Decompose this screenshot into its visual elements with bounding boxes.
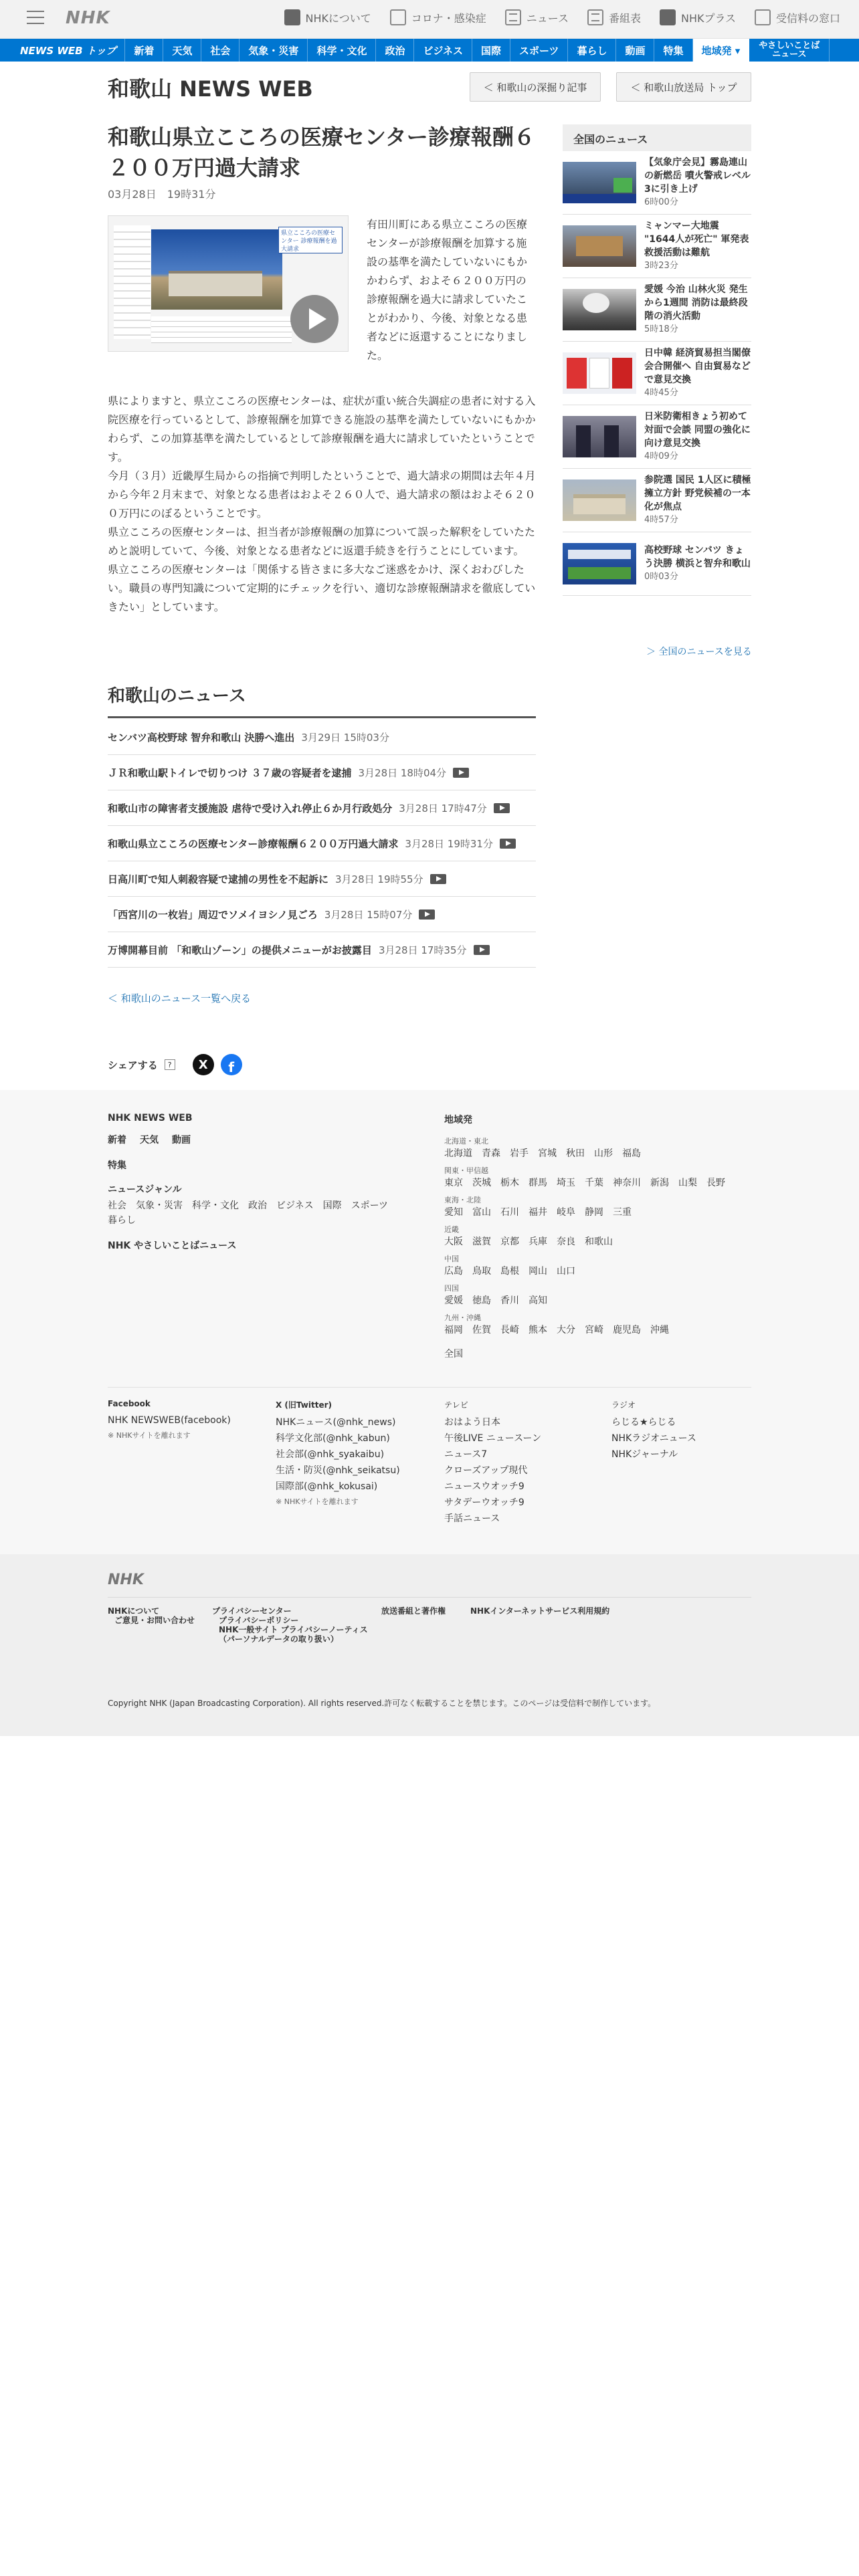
region-link[interactable]: 千葉	[585, 1178, 603, 1188]
plus-icon	[660, 9, 676, 25]
station-title[interactable]: 和歌山 NEWS WEB	[108, 76, 313, 102]
region-link[interactable]: 長野	[706, 1178, 725, 1188]
region-link[interactable]: 富山	[472, 1207, 491, 1218]
station-top-button[interactable]: ＜ 和歌山放送局 トップ	[616, 72, 751, 102]
copyright: Copyright NHK (Japan Broadcasting Corporation). All rights reserved.許可なく転載することを禁じます。このページは受信料で制作しています。	[108, 1699, 656, 1708]
footer-link[interactable]: NHKについて	[108, 1606, 160, 1616]
footer-link[interactable]: 科学文化部(@nhk_kabun)	[276, 1433, 390, 1444]
region-link[interactable]: 秋田	[566, 1148, 585, 1159]
article-lead: 有田川町にある県立こころの医療センターが診療報酬を加算する施設の基準を満たしていないにもかかわらず、およそ６２００万円の診療報酬を過大に請求していたことがわかり、今後、対象となる患者などに返還することになりました。	[367, 218, 528, 362]
region-link[interactable]: 東京	[444, 1178, 463, 1188]
back-to-local-news-link[interactable]: ＜ 和歌山のニュース一覧へ戻る	[108, 992, 252, 1004]
region-link[interactable]: 岡山	[529, 1266, 547, 1277]
region-group-label: 関東・甲信越	[444, 1166, 488, 1175]
article-body	[108, 392, 536, 617]
national-news-heading: 全国のニュース	[563, 124, 751, 151]
list-item[interactable]: 日中韓 経済貿易担当閣僚会合開催へ 自由貿易などで意見交換 4時45分	[563, 342, 751, 405]
footer-link[interactable]: 手話ニュース	[444, 1513, 500, 1524]
footer-line	[108, 1597, 751, 1598]
article-paragraph: 今月（３月）近畿厚生局からの指摘で判明したということで、過大請求の期間は去年４月から今年２月末まで、対象となる患者はおよそ２６０人で、過大請求の額はおよそ６２００万円にのぼるということです。	[108, 469, 536, 520]
video-icon	[474, 945, 490, 955]
footer-link[interactable]: NHK NEWSWEB(facebook)	[108, 1415, 231, 1426]
region-link[interactable]: 和歌山	[585, 1237, 613, 1247]
footer-tv	[444, 1399, 598, 1527]
footer-link[interactable]: NHK一般サイト プライバシーノーティス	[219, 1625, 368, 1634]
top-links	[284, 9, 840, 25]
footer-link[interactable]: 新着	[108, 1135, 126, 1146]
footer-link[interactable]: 国際部(@nhk_kokusai)	[276, 1481, 378, 1492]
nav-politics[interactable]: 政治	[376, 39, 414, 62]
newspaper-icon	[505, 9, 521, 25]
region-link[interactable]: 静岡	[585, 1207, 603, 1218]
footer-link[interactable]: NHKジャーナル	[611, 1449, 678, 1460]
article-paragraph: 県によりますと、県立こころの医療センターは、症状が重い統合失調症の患者に対する入院医療を行っているとして、診療報酬を加算できる施設の基準を満たしていないにもかかわらず、この加算基準を満たしているとして診療報酬を過大に請求していたということです。	[108, 395, 536, 463]
footer-link[interactable]: クローズアップ現代	[444, 1465, 528, 1476]
region-group-label: 東海・北陸	[444, 1196, 481, 1204]
footer-link[interactable]: プライバシーポリシー	[219, 1616, 299, 1625]
footer-facebook-heading: Facebook	[108, 1399, 151, 1408]
external-note: ※ NHKサイトを離れます	[108, 1431, 191, 1440]
region-group-label: 九州・沖縄	[444, 1313, 481, 1322]
footer-link[interactable]: ご意見・お問い合わせ	[114, 1616, 195, 1625]
region-link[interactable]: 島根	[500, 1266, 519, 1277]
news-thumbnail	[563, 289, 636, 330]
region-link[interactable]: 沖縄	[650, 1325, 669, 1335]
nav-international[interactable]: 国際	[472, 39, 510, 62]
thumb-photo	[151, 229, 282, 310]
nav-business[interactable]: ビジネス	[414, 39, 472, 62]
footer-bottom-col	[381, 1606, 446, 1616]
region-link[interactable]: 北海道	[444, 1148, 472, 1159]
nav-features[interactable]: 特集	[654, 39, 692, 62]
video-icon	[500, 839, 516, 849]
news-thumbnail	[563, 416, 636, 457]
thumb-building	[169, 271, 262, 296]
list-item[interactable]: 万博開幕目前 「和歌山ゾーン」の提供メニューがお披露目 3月28日 17時35分	[108, 932, 536, 968]
list-item[interactable]: 【気象庁会見】霧島連山の新燃岳 噴火警戒レベル3に引き上げ 6時00分	[563, 151, 751, 215]
region-link[interactable]: 石川	[500, 1207, 519, 1218]
region-link[interactable]: 愛媛	[444, 1295, 463, 1306]
footer-genre-heading: ニュースジャンル	[108, 1184, 182, 1195]
footer-link[interactable]: ニュース7	[444, 1449, 488, 1460]
footer-link[interactable]: おはよう日本	[444, 1417, 500, 1428]
list-item[interactable]: 日米防衛相きょう初めて対面で会談 同盟の強化に向け意見交換 4時09分	[563, 405, 751, 469]
thumb-caption: 県立こころの医療センター 診療報酬を過大請求	[278, 227, 343, 253]
article-video-thumbnail[interactable]	[108, 215, 349, 352]
play-icon[interactable]	[290, 295, 339, 343]
region-link[interactable]: 埼玉	[557, 1178, 575, 1188]
footer-easy-news[interactable]: NHK やさしいことばニュース	[108, 1241, 237, 1251]
region-link[interactable]: 兵庫	[529, 1237, 547, 1247]
region-link[interactable]: 福井	[529, 1207, 547, 1218]
footer-link[interactable]: 午後LIVE ニュースーン	[444, 1433, 542, 1444]
list-item[interactable]: 愛媛 今治 山林火災 発生から1週間 消防は最終段階の消火活動 5時18分	[563, 278, 751, 342]
thumb-text-lines	[151, 316, 292, 343]
virus-icon	[390, 9, 406, 25]
region-link[interactable]: 宮崎	[585, 1325, 603, 1335]
nav-easy-news[interactable]: やさしいことば ニュース	[749, 39, 830, 62]
region-link[interactable]: 三重	[613, 1207, 632, 1218]
local-news-heading: 和歌山のニュース	[108, 682, 536, 718]
footer-tv-heading: テレビ	[444, 1400, 468, 1410]
footer-brand[interactable]: NHK NEWS WEB	[108, 1113, 193, 1123]
national-news-more-link[interactable]: ＞ 全国のニュースを見る	[646, 647, 752, 657]
national-news-list	[563, 151, 751, 596]
region-link[interactable]: 宮城	[538, 1148, 557, 1159]
region-link[interactable]: 愛知	[444, 1207, 463, 1218]
list-item[interactable]: 和歌山市の障害者支援施設 虐待で受け入れ停止６か月行政処分 3月28日 17時47分	[108, 790, 536, 826]
news-thumbnail	[563, 225, 636, 267]
footer-radio	[611, 1399, 752, 1463]
footer-link[interactable]: 気象・災害	[136, 1200, 183, 1211]
region-link-all[interactable]: 全国	[444, 1349, 463, 1360]
footer-link[interactable]: 社会部(@nhk_syakaibu)	[276, 1449, 385, 1460]
footer-link[interactable]: NHKラジオニュース	[611, 1433, 696, 1444]
nav-life[interactable]: 暮らし	[568, 39, 616, 62]
nhk-icon	[284, 9, 300, 25]
footer-link[interactable]: NHKニュース(@nhk_news)	[276, 1417, 396, 1428]
list-item[interactable]: ＪＲ和歌山駅トイレで切りつけ ３７歳の容疑者を逮捕 3月28日 18時04分	[108, 755, 536, 790]
news-thumbnail	[563, 352, 636, 394]
region-link[interactable]: 栃木	[500, 1178, 519, 1188]
region-link[interactable]: 佐賀	[472, 1325, 491, 1335]
footer-twitter	[276, 1399, 430, 1509]
footer-radio-heading: ラジオ	[611, 1400, 636, 1410]
link-news[interactable]: ニュース	[505, 9, 569, 25]
region-link[interactable]: 滋賀	[472, 1237, 491, 1247]
region-link[interactable]: 茨城	[472, 1178, 491, 1188]
nav-science[interactable]: 科学・文化	[308, 39, 376, 62]
region-link[interactable]: 奈良	[557, 1237, 575, 1247]
footer-features[interactable]: 特集	[108, 1160, 126, 1171]
list-item[interactable]: 日高川町で知人刺殺容疑で逮捕の男性を不起訴に 3月28日 19時55分	[108, 861, 536, 897]
nav-news-web-top[interactable]: NEWS WEB トップ	[0, 39, 125, 62]
video-icon	[419, 909, 435, 920]
footer-facebook	[108, 1399, 255, 1443]
footer-link[interactable]: ニュースウオッチ9	[444, 1481, 524, 1492]
footer-link[interactable]: らじる★らじる	[611, 1417, 676, 1428]
footer-link[interactable]: ビジネス	[276, 1200, 314, 1211]
footer-link[interactable]: サタデーウオッチ9	[444, 1497, 524, 1508]
region-group-label: 近畿	[444, 1225, 459, 1234]
region-link[interactable]: 大阪	[444, 1237, 463, 1247]
top-header	[0, 0, 859, 39]
region-link[interactable]: 高知	[529, 1295, 547, 1306]
article-paragraph: 県立こころの医療センターは、担当者が診療報酬の加算について誤った解釈をしていたためと説明していて、今後、対象となる患者などに返還手続きを行うことにしています。	[108, 526, 536, 557]
nav-weather[interactable]: 天気	[163, 39, 201, 62]
nav-video[interactable]: 動画	[616, 39, 654, 62]
footer-link[interactable]: スポーツ	[351, 1200, 389, 1211]
link-nhk-plus[interactable]: NHKプラス	[660, 9, 736, 25]
footer-link[interactable]: 社会	[108, 1200, 126, 1211]
link-fee[interactable]: 受信料の窓口	[755, 9, 840, 25]
region-link[interactable]: 福島	[622, 1148, 641, 1159]
region-group-label: 北海道・東北	[444, 1137, 488, 1146]
region-link[interactable]: 山形	[594, 1148, 613, 1159]
footer-link[interactable]: 天気	[140, 1135, 159, 1146]
list-item[interactable]: 「西宮川の一枚岩」周辺でソメイヨシノ見ごろ 3月28日 15時07分	[108, 897, 536, 932]
grid-icon	[587, 9, 603, 25]
nav-sports[interactable]: スポーツ	[510, 39, 568, 62]
region-group-label: 四国	[444, 1284, 459, 1293]
footer-link[interactable]: NHKインターネットサービス利用規約	[470, 1606, 610, 1616]
link-corona[interactable]: コロナ・感染症	[390, 9, 486, 25]
list-item[interactable]: センバツ高校野球 智弁和歌山 決勝へ進出 3月29日 15時03分	[108, 720, 536, 755]
region-link[interactable]: 鹿児島	[613, 1325, 641, 1335]
region-link[interactable]: 山口	[557, 1266, 575, 1277]
video-icon	[494, 803, 510, 813]
region-link[interactable]: 福岡	[444, 1325, 463, 1335]
region-link[interactable]: 香川	[500, 1295, 519, 1306]
footer-link[interactable]: 放送番組と著作権	[381, 1606, 446, 1616]
region-link[interactable]: 群馬	[529, 1178, 547, 1188]
region-link[interactable]: 熊本	[529, 1325, 547, 1335]
share-bar	[108, 1054, 242, 1075]
footer-bottom-col	[212, 1606, 368, 1644]
footer-link[interactable]: 動画	[172, 1135, 191, 1146]
footer-link-note: （パーソナルデータの取り扱い）	[219, 1634, 339, 1644]
region-link[interactable]: 大分	[557, 1325, 575, 1335]
list-item[interactable]: 参院選 国民 1人区に積極擁立方針 野党候補の一本化が焦点 4時57分	[563, 469, 751, 532]
footer-nhk-logo[interactable]: NHK	[108, 1572, 144, 1588]
footer-link[interactable]: 国際	[322, 1200, 342, 1211]
footer-link[interactable]: プライバシーセンター	[212, 1606, 292, 1616]
footer-regions	[444, 1113, 752, 1362]
nav-society[interactable]: 社会	[201, 39, 240, 62]
list-item[interactable]: 和歌山県立こころの医療センター診療報酬６２００万円過大請求 3月28日 19時31分	[108, 826, 536, 861]
footer-bottom	[0, 1554, 859, 1736]
footer-link[interactable]: 政治	[248, 1200, 267, 1211]
tv-icon	[755, 9, 771, 25]
footer-link[interactable]: 生活・防災(@nhk_seikatsu)	[276, 1465, 400, 1476]
news-thumbnail	[563, 543, 636, 584]
region-link[interactable]: 山梨	[678, 1178, 697, 1188]
region-link[interactable]: 岐阜	[557, 1207, 575, 1218]
video-icon	[453, 768, 469, 778]
region-link[interactable]: 岩手	[510, 1148, 529, 1159]
video-icon	[430, 874, 446, 884]
footer-bottom-col	[470, 1606, 609, 1616]
footer-twitter-heading: X (旧Twitter)	[276, 1400, 332, 1410]
x-share-icon[interactable]: X	[193, 1054, 214, 1075]
region-link[interactable]: 広島	[444, 1266, 463, 1277]
footer-divider	[108, 1387, 751, 1388]
share-label: シェアする	[108, 1059, 158, 1071]
nav-disaster[interactable]: 気象・災害	[240, 39, 308, 62]
category-nav	[0, 39, 859, 62]
thumb-sidebar	[114, 225, 151, 339]
facebook-share-icon[interactable]: f	[221, 1054, 242, 1075]
nav-regional[interactable]: 地域発 ▾	[693, 39, 750, 62]
link-about-nhk[interactable]: NHKについて	[284, 9, 371, 25]
news-thumbnail	[563, 479, 636, 521]
region-link[interactable]: 神奈川	[613, 1178, 641, 1188]
region-group-label: 中国	[444, 1255, 459, 1263]
footer-bottom-col	[108, 1606, 195, 1625]
help-icon[interactable]: ?	[165, 1059, 175, 1070]
article-title: 和歌山県立こころの医療センター診療報酬６２００万円過大請求	[108, 124, 535, 181]
news-thumbnail	[563, 162, 636, 203]
article-date: 03月28日 19時31分	[108, 188, 216, 201]
link-program-guide[interactable]: 番組表	[587, 9, 641, 25]
article-paragraph: 県立こころの医療センターは「関係する皆さまに多大なご迷惑をかけ、深くおわびしたい。職員の専門知識について定期的にチェックを行い、適切な診療報酬請求を徹底していきたい」としています。	[108, 563, 536, 613]
nav-new[interactable]: 新着	[125, 39, 163, 62]
region-link[interactable]: 新潟	[650, 1178, 669, 1188]
footer-link[interactable]: 科学・文化	[192, 1200, 239, 1211]
nhk-logo[interactable]: NHK	[66, 8, 110, 28]
list-item[interactable]: 高校野球 センバツ きょう決勝 横浜と智弁和歌山 0時03分	[563, 532, 751, 596]
local-news-list	[108, 720, 536, 968]
region-link[interactable]: 徳島	[472, 1295, 491, 1306]
footer-region-heading[interactable]: 地域発	[444, 1115, 472, 1125]
region-link[interactable]: 京都	[500, 1237, 519, 1247]
footer-nhk-news-web	[108, 1113, 402, 1252]
external-note: ※ NHKサイトを離れます	[276, 1497, 359, 1506]
region-link[interactable]: 青森	[482, 1148, 500, 1159]
footer-link[interactable]: 暮らし	[108, 1215, 136, 1226]
region-link[interactable]: 鳥取	[472, 1266, 491, 1277]
list-item[interactable]: ミャンマー大地震 "1644人が死亡" 軍発表 救援活動は難航 3時23分	[563, 215, 751, 278]
deep-dive-button[interactable]: ＜ 和歌山の深掘り記事	[470, 72, 601, 102]
menu-icon[interactable]	[27, 11, 44, 25]
region-link[interactable]: 長崎	[500, 1325, 519, 1335]
